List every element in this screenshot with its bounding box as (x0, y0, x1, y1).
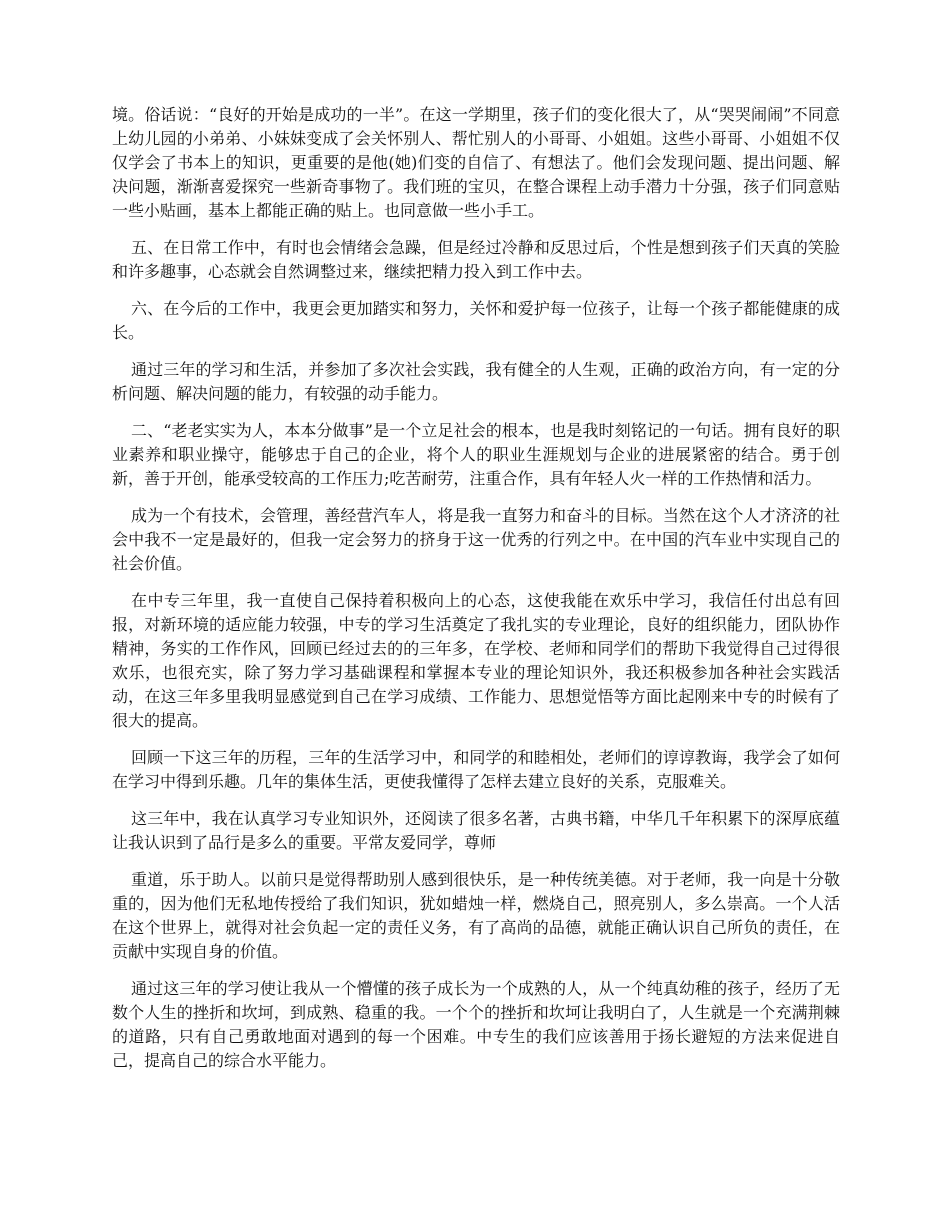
paragraph-4: 通过三年的学习和生活，并参加了多次社会实践，我有健全的人生观，正确的政治方向，有一定的分析问题、解决问题的能力，有较强的动手能力。 (112, 360, 840, 403)
paragraph-7: 在中专三年里，我一直使自己保持着积极向上的心态，这使我能在欢乐中学习，我信任付出总有回报，对新环境的适应能力较强，中专的学习生活奠定了我扎实的专业理论，良好的组织能力，团队协作精神，务实的工作作风，回顾已经过去的的三年多，在学校、老师和同学们的帮助下我觉得自己过得很欢乐，也很充实，除了努力学习基础课程和掌握本专业的理论知识外，我还积极参加各种社会实践活动，在这三年多里我明显感觉到自己在学习成绩、工作能力、思想觉悟等方面比起刚来中专的时候有了很大的提高。 (112, 591, 840, 730)
paragraph-6: 成为一个有技术，会管理，善经营汽车人，将是我一直努力和奋斗的目标。当然在这个人才济济的社会中我不一定是最好的，但我一定会努力的挤身于这一优秀的行列之中。在中国的汽车业中实现自己的社会价值。 (112, 506, 840, 573)
paragraph-11: 通过这三年的学习使让我从一个懵懂的孩子成长为一个成熟的人，从一个纯真幼稚的孩子，经历了无数个人生的挫折和坎坷，到成熟、稳重的我。一个个的挫折和坎坷让我明白了，人生就是一个充满荆棘的道路，只有自己勇敢地面对遇到的每一个困难。中专生的我们应该善用于扬长避短的方法来促进自己，提高自己的综合水平能力。 (112, 979, 840, 1070)
paragraph-1: 境。俗话说：“良好的开始是成功的一半”。在这一学期里，孩子们的变化很大了，从“哭哭闹闹”不同意上幼儿园的小弟弟、小妹妹变成了会关怀别人、帮忙别人的小哥哥、小姐姐。这些小哥哥、小姐姐不仅仅学会了书本上的知识，更重要的是他(她)们变的自信了、有想法了。他们会发现问题、提出问题、解决问题，渐渐喜爱探究一些新奇事物了。我们班的宝贝，在整合课程上动手潜力十分强，孩子们同意贴一些小贴画，基本上都能正确的贴上。也同意做一些小手工。 (112, 105, 840, 220)
paragraph-9: 这三年中，我在认真学习专业知识外，还阅读了很多名著，古典书籍，中华几千年积累下的深厚底蕴让我认识到了品行是多么的重要。平常友爱同学，尊师 (112, 809, 840, 852)
paragraph-8: 回顾一下这三年的历程，三年的生活学习中，和同学的和睦相处，老师们的谆谆教诲，我学会了如何在学习中得到乐趣。几年的集体生活，更使我懂得了怎样去建立良好的关系，克服难关。 (112, 748, 840, 791)
paragraph-10: 重道，乐于助人。以前只是觉得帮助别人感到很快乐，是一种传统美德。对于老师，我一向是十分敬重的，因为他们无私地传授给了我们知识，犹如蜡烛一样，燃烧自己，照亮别人，多么崇高。一个人活在这个世界上，就得对社会负起一定的责任义务，有了高尚的品德，就能正确认识自己所负的责任，在贡献中实现自身的价值。 (112, 870, 840, 961)
document-page (112, 103, 840, 1086)
paragraph-2: 五、在日常工作中，有时也会情绪会急躁，但是经过冷静和反思过后，个性是想到孩子们天真的笑脸和许多趣事，心态就会自然调整过来，继续把精力投入到工作中去。 (112, 238, 840, 281)
paragraph-3: 六、在今后的工作中，我更会更加踏实和努力，关怀和爱护每一位孩子，让每一个孩子都能健康的成长。 (112, 299, 840, 342)
paragraph-5: 二、“老老实实为人，本本分做事”是一个立足社会的根本，也是我时刻铭记的一句话。拥有良好的职业素养和职业操守，能够忠于自己的企业，将个人的职业生涯规划与企业的进展紧密的结合。勇于创新，善于开创，能承受较高的工作压力;吃苦耐劳，注重合作，具有年轻人火一样的工作热情和活力。 (112, 421, 840, 488)
